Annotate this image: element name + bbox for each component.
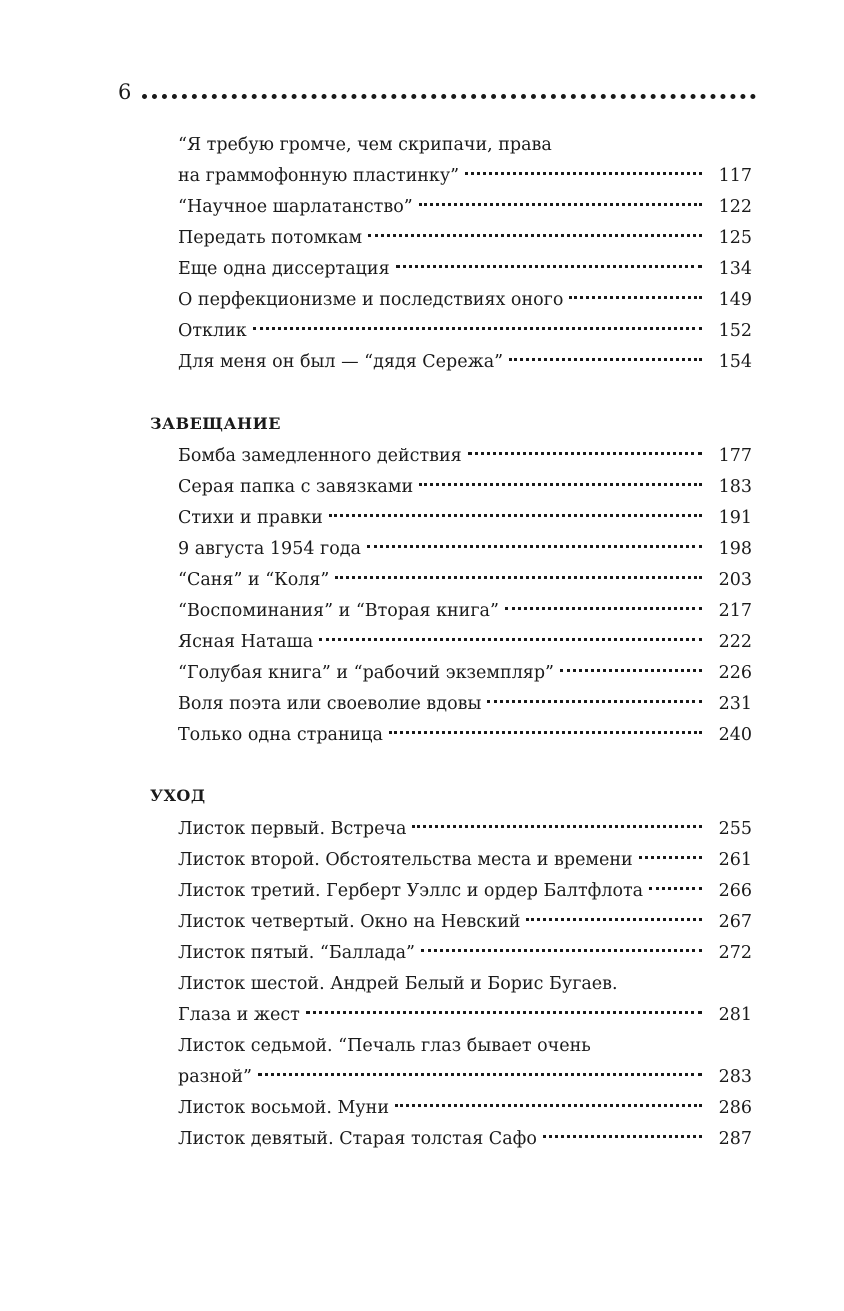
toc-entry-title: разной” [178,1067,252,1087]
dot-leader [419,483,702,486]
dot-leader [335,576,702,579]
toc-block-ukhod [178,814,752,1155]
toc-entry-page: 255 [718,819,752,839]
toc-entry [178,814,752,845]
toc-entry [178,1093,752,1124]
toc-entry-title: Листок первый. Встреча [178,819,407,839]
toc-entry-page: 226 [718,663,752,683]
dot-leader [258,1073,702,1076]
toc-entry-page: 261 [718,850,752,870]
dot-leader [367,545,702,548]
toc-entry-title: Стихи и правки [178,508,323,528]
dot-leader [306,1011,702,1014]
dot-leader [389,731,702,734]
toc-entry-title: Листок пятый. “Баллада” [178,943,415,963]
toc-entry-title: на граммофонную пластинку” [178,166,460,186]
toc-entry [178,720,752,751]
toc-entry [178,1000,752,1031]
toc-entry [178,938,752,969]
toc-entry-title: Листок второй. Обстоятельства места и времени [178,850,633,870]
dot-leader [253,327,702,330]
toc-entry [178,1062,752,1093]
toc-entry-title: “Воспоминания” и “Вторая книга” [178,601,499,621]
toc-entry-page: 217 [718,601,752,621]
dot-leader [543,1135,702,1138]
toc-entry-page: 152 [718,321,752,341]
toc-entry [178,347,752,378]
toc-entry-title: Серая папка с завязками [178,477,414,497]
dot-leader [560,669,702,672]
dot-leader [368,234,702,237]
toc-entry-page: 222 [718,632,752,652]
section-heading-ukhod: УХОД [150,786,206,805]
dot-leader [639,856,702,859]
toc-entry [178,503,752,534]
toc-entry-page: 149 [718,290,752,310]
toc-entry [178,1031,752,1062]
toc-entry-title: Глаза и жест [178,1005,300,1025]
toc-entry-title: 9 августа 1954 года [178,539,361,559]
toc-block-zaveshchanie [178,441,752,751]
dot-leader [487,700,702,703]
dot-leader [319,638,702,641]
toc-entry-page: 122 [718,197,752,217]
toc-entry [178,689,752,720]
dot-leader [468,452,702,455]
section-heading-zaveshchanie: ЗАВЕЩАНИЕ [150,414,281,433]
toc-entry [178,254,752,285]
toc-entry-title: Листок шестой. Андрей Белый и Борис Бугаев. [178,974,618,994]
header-dotted-rule [142,94,756,99]
toc-entry-page: 154 [718,352,752,372]
toc-entry-title: Для меня он был — “дядя Сережа” [178,352,504,372]
toc-entry [178,565,752,596]
toc-entry-page: 203 [718,570,752,590]
toc-entry [178,534,752,565]
dot-leader [465,172,702,175]
toc-entry [178,845,752,876]
dot-leader [505,607,702,610]
toc-block-1 [178,130,752,378]
toc-entry-page: 287 [718,1129,752,1149]
dot-leader [412,825,702,828]
toc-entry-title: Отклик [178,321,247,341]
toc-entry-page: 286 [718,1098,752,1118]
toc-entry [178,969,752,1000]
toc-entry [178,658,752,689]
toc-entry-title: “Голубая книга” и “рабочий экземпляр” [178,663,554,683]
toc-entry [178,161,752,192]
toc-entry-title: Листок третий. Герберт Уэллс и ордер Балтфлота [178,881,644,901]
dot-leader [569,296,702,299]
toc-entry-page: 125 [718,228,752,248]
toc-entry-page: 198 [718,539,752,559]
dot-leader [329,514,702,517]
dot-leader [649,887,702,890]
toc-entry-page: 266 [718,881,752,901]
toc-entry-title: Передать потомкам [178,228,363,248]
toc-entry-title: Листок восьмой. Муни [178,1098,389,1118]
dot-leader [396,265,702,268]
toc-entry-title: Листок четвертый. Окно на Невский [178,912,521,932]
toc-entry-page: 191 [718,508,752,528]
toc-entry-page: 281 [718,1005,752,1025]
toc-entry-page: 240 [718,725,752,745]
toc-entry-title: “Саня” и “Коля” [178,570,330,590]
dot-leader [421,949,702,952]
toc-entry-page: 177 [718,446,752,466]
dot-leader [509,358,702,361]
toc-entry-page: 231 [718,694,752,714]
toc-entry-page: 283 [718,1067,752,1087]
toc-entry [178,627,752,658]
toc-entry [178,876,752,907]
toc-entry [178,316,752,347]
toc-entry-title: “Я требую громче, чем скрипачи, права [178,135,552,155]
toc-entry-page: 272 [718,943,752,963]
dot-leader [419,203,702,206]
toc-entry [178,130,752,161]
toc-entry [178,472,752,503]
toc-entry [178,192,752,223]
toc-entry [178,285,752,316]
toc-entry [178,596,752,627]
toc-entry-title: Листок седьмой. “Печаль глаз бывает очень [178,1036,591,1056]
toc-entry-title: Ясная Наташа [178,632,314,652]
dot-leader [526,918,702,921]
toc-entry-title: Воля поэта или своеволие вдовы [178,694,482,714]
toc-entry [178,441,752,472]
toc-entry-page: 134 [718,259,752,279]
toc-entry-page: 183 [718,477,752,497]
toc-entry-page: 267 [718,912,752,932]
toc-entry [178,1124,752,1155]
dot-leader [395,1104,702,1107]
toc-entry-title: Еще одна диссертация [178,259,390,279]
toc-entry [178,907,752,938]
toc-entry-title: О перфекционизме и последствиях оного [178,290,564,310]
toc-entry-page: 117 [718,166,752,186]
toc-entry-title: “Научное шарлатанство” [178,197,413,217]
toc-entry-title: Бомба замедленного действия [178,446,462,466]
toc-entry-title: Только одна страница [178,725,383,745]
page-number: 6 [118,80,132,104]
toc-entry [178,223,752,254]
toc-entry-title: Листок девятый. Старая толстая Сафо [178,1129,537,1149]
